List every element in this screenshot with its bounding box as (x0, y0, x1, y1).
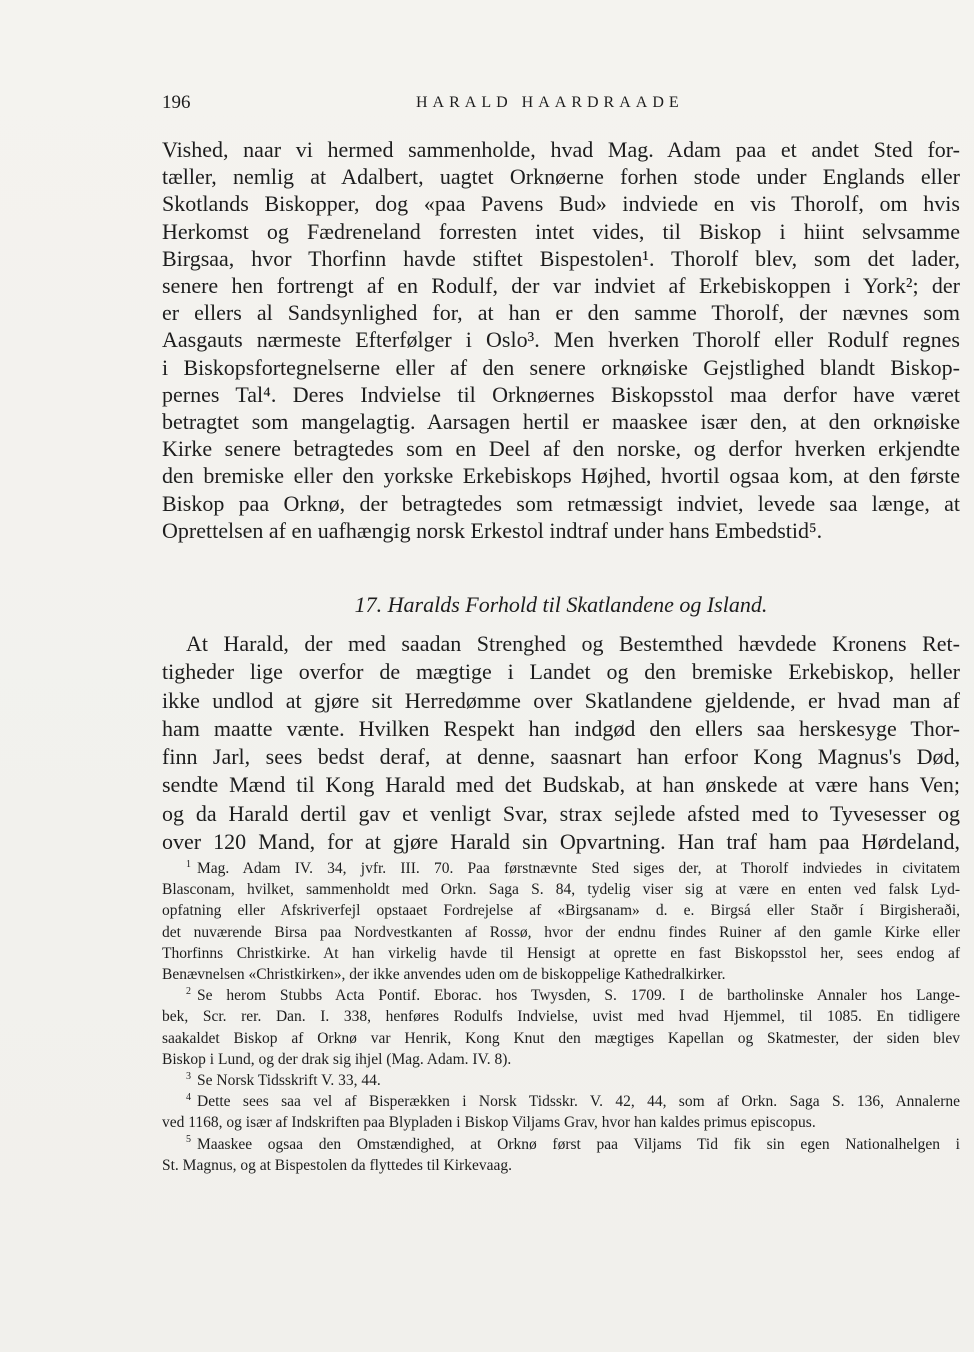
footnote-line (162, 1091, 960, 1112)
footnote-line: saakaldet Biskop af Orknø var Henrik, Kong Knut den mægtiges Kapellan og Skatmester, der siden blev (162, 1029, 960, 1047)
footnote-text: Se Norsk Tidsskrift V. 33, 44. (197, 1072, 381, 1090)
text-line: er ellers al Sandsynlighed for, at han er den samme Thorolf, der nævnes som (162, 300, 960, 326)
text-line: finn Jarl, sees bedst deraf, at denne, saasnart han erfoor Kong Magnus's Død, (162, 744, 960, 770)
text-line: ham maatte vænte. Hvilken Respekt han indgød den ellers saa herskesyge Thor- (162, 715, 960, 741)
footnote (162, 1070, 960, 1091)
footnote-text: Mag. Adam IV. 34, jvfr. III. 70. Paa førstnævnte Sted siges der, at Thorolf indviedes in civitatem (197, 860, 960, 877)
page-header (162, 92, 960, 122)
footnote-line: Benævnelsen «Christkirken», der ikke anvendes uden om de biskoppelige Kathedralkirker. (162, 966, 726, 984)
footnote-line (162, 985, 960, 1006)
footnote-text: Maaskee ogsaa den Omstændighed, at Orknø først paa Viljams Tid fik sin egen Nationalhelgen i (197, 1135, 960, 1153)
text-line: Birgsaa, hvor Thorfinn havde stiftet Bispestolen¹. Thorolf blev, som det lader, (162, 245, 960, 271)
footnote-line: opfatning eller Afskriverfejl opstaaet Fordrejelse af «Birgsanam» d. e. Birgsá eller Staðr í Birgisheraði, (162, 902, 960, 920)
footnote-mark: 3 (186, 1070, 191, 1082)
footnote-line: Blasconam, hvilket, sammenholdt med Orkn. Saga S. 84, tydelig viser sig at være en enten ved falsk Lyd- (162, 881, 960, 899)
paragraph-continued (162, 136, 960, 544)
footnote-line (162, 858, 960, 879)
running-title: HARALD HAARDRAADE (416, 94, 684, 111)
page-number: 196 (162, 92, 191, 113)
footnotes (162, 858, 960, 1176)
footnote (162, 858, 960, 985)
footnote-line: bek, Scr. rer. Dan. I. 338, henføres Rodulfs Indvielse, uvist med hvad Hjemmel, til 1085. En tidligere (162, 1008, 960, 1026)
footnote-line: Thorfinns Christkirke. At han virkelig havde til Hensigt at oprette en fast Biskopsstol her, sees endog af (162, 944, 960, 962)
text-line: i Biskopsfortegnelserne eller af den senere orknøiske Gejstlighed blandt Biskop- (162, 354, 960, 380)
text-line: ikke undlod at gjøre sit Herredømme over Skatlandene gjeldende, er hvad man af (162, 687, 960, 713)
text-line: Aasgauts nærmeste Efterfølger i Oslo³. Men hverken Thorolf eller Rodulf regnes (162, 327, 960, 353)
text-line: og da Harald dertil gav et venligt Svar, strax sejlede afsted med to Tyvesesser og (162, 800, 960, 826)
footnote-mark: 2 (186, 986, 191, 998)
footnote (162, 1091, 960, 1133)
footnote-text: Dette sees saa vel af Bisperækken i Norsk Tidsskr. V. 42, 44, som af Orkn. Saga S. 136, Annalerne (197, 1093, 960, 1111)
text-line: senere hen fortrengt af en Rodulf, der var indviet af Erkebiskoppen i York²; der (162, 273, 960, 299)
text-line: pernes Tal⁴. Deres Indvielse til Orknøernes Biskopsstol maa derfor have været (162, 381, 960, 407)
footnote-line (162, 1134, 960, 1155)
text-line: Oprettelsen af en uafhængig norsk Erkestol indtraf under hans Embedstid⁵. (162, 517, 823, 543)
footnote-mark: 4 (186, 1092, 191, 1104)
footnote-line: Biskop i Lund, og der drak sig ihjel (Mag. Adam. IV. 8). (162, 1050, 512, 1068)
text-line: over 120 Mand, for at gjøre Harald sin Opvartning. Han traf ham paa Hørdeland, (162, 829, 960, 855)
footnote-line: St. Magnus, og at Bispestolen da flyttedes til Kirkevaag. (162, 1156, 512, 1174)
text-line: den bremiske eller den yorkske Erkebiskops Højhed, hvortil ogsaa kom, at den første (162, 463, 960, 489)
footnote (162, 1134, 960, 1176)
text-line: Vished, naar vi hermed sammenholde, hvad Mag. Adam paa et andet Sted for- (162, 137, 960, 162)
section-paragraph (162, 630, 960, 856)
text-line: sendte Mænd til Kong Harald med det Budskab, at han ønskede at være hans Ven; (162, 772, 960, 798)
text-line: Herkomst og Fædreneland forresten intet vides, til Biskop i hiint selvsamme (162, 218, 960, 244)
footnote-line: ved 1168, og især af Indskriften paa Blypladen i Biskop Viljams Grav, hvor han kaldes primus episcopus. (162, 1114, 816, 1132)
text-line: Kirke senere betragtedes som en Deel af den norske, og derfor hverken erkjendte (162, 436, 960, 462)
footnote-line (162, 1070, 960, 1091)
footnote-mark: 5 (186, 1134, 191, 1146)
text-line: Skotlands Biskopper, dog «paa Pavens Bud» indviede en vis Thorolf, om hvis (162, 191, 960, 217)
text-line: tigheder lige overfor de mægtige i Landet og den bremiske Erkebiskop, heller (162, 659, 960, 685)
footnote-mark: 1 (186, 858, 191, 870)
footnote-line: det nuværende Birsa paa Nordvestkanten af Rossø, hvor der endnu findes Ruiner af den gamle Kirke eller (162, 923, 960, 941)
text-line: At Harald, der med saadan Strenghed og Bestemthed hævdede Kronens Ret- (186, 631, 960, 656)
footnote (162, 985, 960, 1070)
text-line: tæller, nemlig at Adalbert, uagtet Orknøerne forhen stode under Englands eller (162, 164, 960, 190)
text-line: Biskop paa Orknø, der betragtedes som retmæssigt indviet, levede saa længe, at (162, 490, 960, 516)
section-heading: 17. Haralds Forhold til Skatlandene og Island. (354, 592, 768, 617)
footnote-text: Se herom Stubbs Acta Pontif. Eborac. hos Twysden, S. 1709. I de bartholinske Annaler hos Lange- (197, 987, 960, 1005)
text-line: betragtet som mangelagtig. Aarsagen hertil er maaskee især den, at den orknøiske (162, 409, 960, 435)
